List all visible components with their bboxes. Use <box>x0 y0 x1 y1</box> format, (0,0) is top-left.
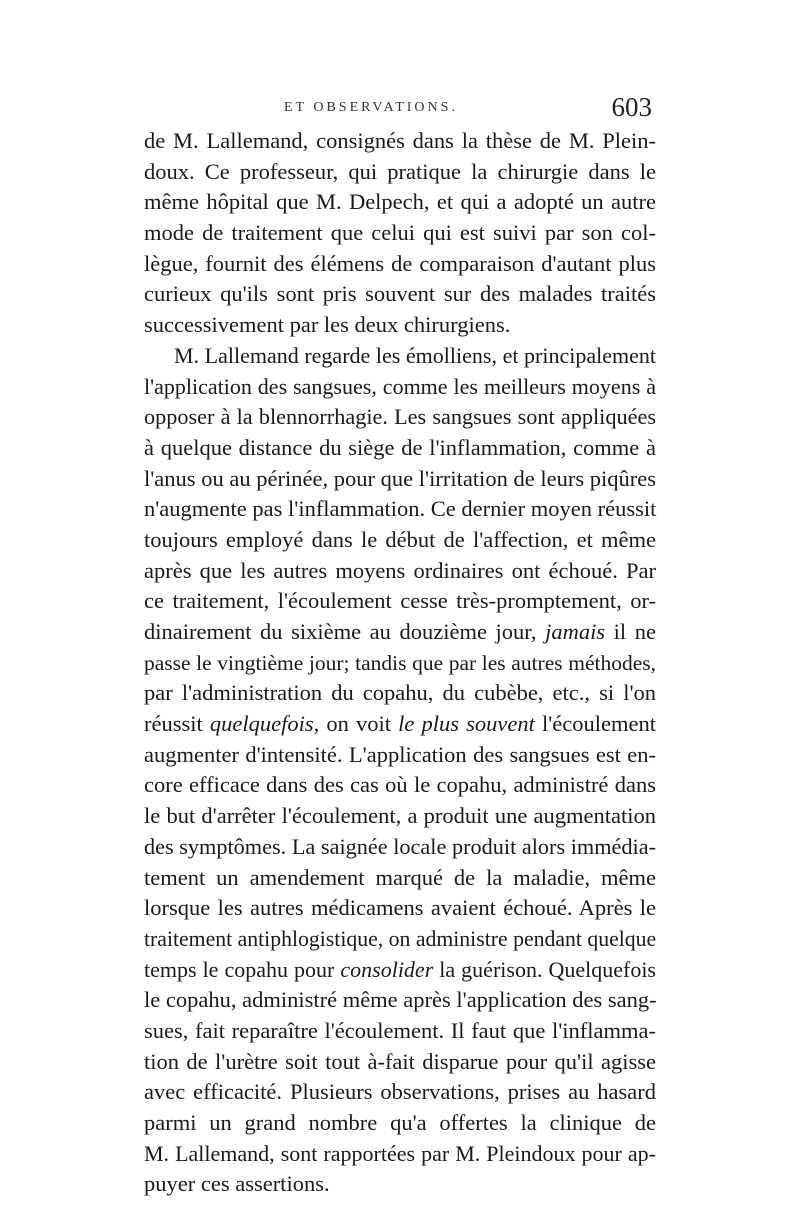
text-line: parmi un grand nombre qu'a offertes la clinique de <box>144 1110 656 1135</box>
italic-phrase: consolider <box>340 956 434 982</box>
text-line: l'application des sangsues, comme les meilleurs moyens à <box>144 373 656 399</box>
italic-phrase: quelquefois <box>209 711 314 737</box>
text-line <box>144 955 656 986</box>
text-segment: il ne <box>605 619 656 644</box>
text-line: augmenter d'intensité. L'application des sangsues est en- <box>144 741 656 767</box>
text-line: sues, fait reparaître l'écoulement. Il faut que l'inflamma- <box>144 1017 656 1043</box>
text-line: passe le vingtième jour; tandis que par les autres méthodes, <box>144 650 656 675</box>
text-line: M. Lallemand regarde les émolliens, et principalement <box>174 342 656 368</box>
text-line: ce traitement, l'écoulement cesse très-promptement, or- <box>144 588 656 614</box>
text-line: le copahu, administré même après l'application des sang- <box>144 987 657 1013</box>
text-line <box>144 709 656 740</box>
page-number: 603 <box>611 92 652 122</box>
text-line: avec efficacité. Plusieurs observations, prises au hasard <box>144 1079 656 1105</box>
text-line: successivement par les deux chirurgiens. <box>144 312 511 338</box>
body-text <box>144 126 656 1200</box>
text-line: le but d'arrêter l'écoulement, a produit une augmentation <box>144 803 656 829</box>
text-line: lorsque les autres médicamens avaient échoué. Après le <box>144 895 656 921</box>
text-line: à quelque distance du siège de l'inflammation, comme à <box>144 434 656 460</box>
text-segment: réussit <box>144 711 210 737</box>
text-segment: dinairement du sixième au douzième jour, <box>144 619 546 644</box>
text-line: doux. Ce professeur, qui pratique la chirurgie dans le <box>144 158 656 184</box>
text-segment: l'écoulement <box>534 711 656 737</box>
text-line: M. Lallemand, sont rapportées par M. Pleindoux pour ap- <box>144 1140 656 1166</box>
text-line: n'augmente pas l'inflammation. Ce dernier moyen réussit <box>144 496 657 522</box>
text-line: curieux qu'ils sont pris souvent sur des malades traités <box>144 281 656 307</box>
text-line: tion de l'urètre soit tout à-fait disparue pour qu'il agisse <box>144 1048 656 1074</box>
text-line: des symptômes. La saignée locale produit alors immédia- <box>144 833 656 859</box>
italic-phrase: le plus souvent <box>398 711 535 737</box>
text-line: même hôpital que M. Delpech, et qui a adopté un autre <box>144 189 656 215</box>
page-header <box>144 92 656 130</box>
text-segment: la guérison. Quelquefois <box>433 956 656 982</box>
text-line: puyer ces assertions. <box>144 1171 330 1197</box>
text-segment: temps le copahu pour <box>144 956 341 982</box>
text-line: par l'administration du copahu, du cubèbe, etc., si l'on <box>144 680 656 706</box>
text-line: l'anus ou au périnée, pour que l'irritation de leurs piqûres <box>144 465 656 491</box>
text-line: lègue, fournit des élémens de comparaison d'autant plus <box>144 250 656 276</box>
running-title: ET OBSERVATIONS. <box>284 100 458 115</box>
text-segment: , on voit <box>313 711 399 737</box>
text-line: toujours employé dans le début de l'affection, et même <box>144 526 656 552</box>
text-line: de M. Lallemand, consignés dans la thèse de M. Plein- <box>144 128 656 153</box>
text-line <box>144 617 656 648</box>
italic-phrase: jamais <box>545 619 606 644</box>
text-line: après que les autres moyens ordinaires ont échoué. Par <box>144 557 656 583</box>
text-line: traitement antiphlogistique, on administre pendant quelque <box>144 926 657 951</box>
text-line: core efficace dans des cas où le copahu, administré dans <box>144 772 656 798</box>
text-line: mode de traitement que celui qui est suivi par son col- <box>144 220 656 246</box>
text-line: opposer à la blennorrhagie. Les sangsues sont appliquées <box>144 404 656 430</box>
text-line: tement un amendement marqué de la maladie, même <box>144 864 656 890</box>
